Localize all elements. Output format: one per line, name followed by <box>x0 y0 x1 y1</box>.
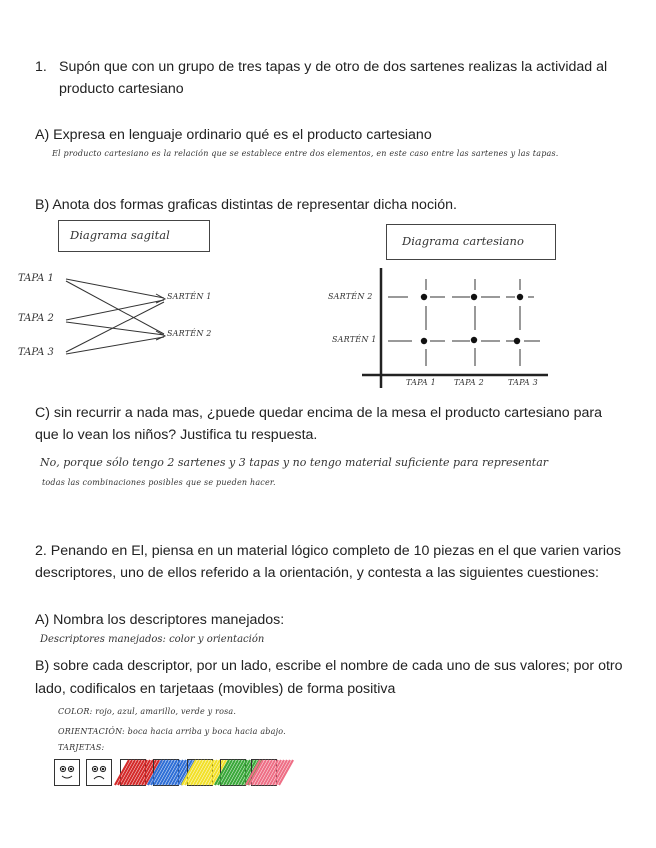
q1-text-line1: Supón que con un grupo de tres tapas y de otro de dos sartenes realizas la actividad al <box>59 59 608 75</box>
card-color-red <box>120 759 146 786</box>
q1-b-question: B) Anota dos formas graficas distintas de representar dicha noción. <box>35 197 457 213</box>
q2-a-answer: Descriptores manejados: color y orientación <box>40 634 265 645</box>
cart-x-label-3: TAPA 3 <box>508 378 538 387</box>
q2-b-answer-orientation: ORIENTACIÓN: boca hacia arriba y boca hacia abajo. <box>58 727 286 736</box>
cartesiano-title: Diagrama cartesiano <box>402 234 524 248</box>
q2-b-question-line2: lado, codificalos en tarjetaas (movibles) de forma positiva <box>35 681 396 697</box>
cart-x-label-1: TAPA 1 <box>406 378 436 387</box>
color-scribble <box>252 760 276 785</box>
sad-face-icon <box>87 760 111 785</box>
color-scribble <box>188 760 212 785</box>
q2-text-line2: descriptores, uno de ellos referido a la orientación, y contesta a las siguientes cuestiones: <box>35 565 599 581</box>
q2-a-question: A) Nombra los descriptores manejados: <box>35 612 285 628</box>
q1-a-answer: El producto cartesiano es la relación que se establece entre dos elementos, en este caso entre las sartenes y las tapas. <box>52 149 559 158</box>
point-t1-s2 <box>421 294 427 300</box>
q1-c-answer-line2: todas las combinaciones posibles que se pueden hacer. <box>42 478 276 487</box>
q1-c-question-line1: C) sin recurrir a nada mas, ¿puede quedar encima de la mesa el producto cartesiano para <box>35 405 603 421</box>
card-color-blue <box>153 759 179 786</box>
q1-number: 1. <box>35 59 47 75</box>
cart-y-label-1: SARTÉN 2 <box>328 292 373 301</box>
card-color-green <box>220 759 246 786</box>
q1-a-question: A) Expresa en lenguaje ordinario qué es el producto cartesiano <box>35 127 432 143</box>
q2-b-answer-cards: TARJETAS: <box>58 743 105 752</box>
color-scribble <box>221 760 245 785</box>
q1-c-answer-line1: No, porque sólo tengo 2 sartenes y 3 tapas y no tengo material suficiente para representar <box>40 456 549 469</box>
card-color-yellow <box>187 759 213 786</box>
cart-x-label-2: TAPA 2 <box>454 378 484 387</box>
q2-b-answer-color: COLOR: rojo, azul, amarillo, verde y rosa. <box>58 707 237 716</box>
sagital-left-1: TAPA 1 <box>18 273 54 284</box>
sagital-title: Diagrama sagital <box>70 228 170 242</box>
sagital-right-1: SARTÉN 1 <box>167 292 212 301</box>
point-t2-s2 <box>471 294 477 300</box>
color-scribble <box>154 760 178 785</box>
q2-b-question-line1: B) sobre cada descriptor, por un lado, escribe el nombre de cada uno de sus valores; por otro <box>35 658 623 674</box>
sagital-right-2: SARTÉN 2 <box>167 329 212 338</box>
cart-y-label-2: SARTÉN 1 <box>332 335 377 344</box>
q1-c-question-line2: que lo vean los niños? Justifica tu respuesta. <box>35 427 318 443</box>
sagital-left-3: TAPA 3 <box>18 347 54 358</box>
point-t3-s1 <box>514 338 520 344</box>
point-t2-s1 <box>471 337 477 343</box>
card-color-pink <box>251 759 277 786</box>
card-face-up <box>54 759 80 786</box>
point-t1-s1 <box>421 338 427 344</box>
card-face-down <box>86 759 112 786</box>
color-scribble <box>121 760 145 785</box>
sagital-left-2: TAPA 2 <box>18 313 54 324</box>
q1-text-line2: producto cartesiano <box>59 81 184 97</box>
point-t3-s2 <box>517 294 523 300</box>
q2-text-line1: 2. Penando en El, piensa en un material lógico completo de 10 piezas en el que varien varios <box>35 543 622 559</box>
smile-face-icon <box>55 760 79 785</box>
